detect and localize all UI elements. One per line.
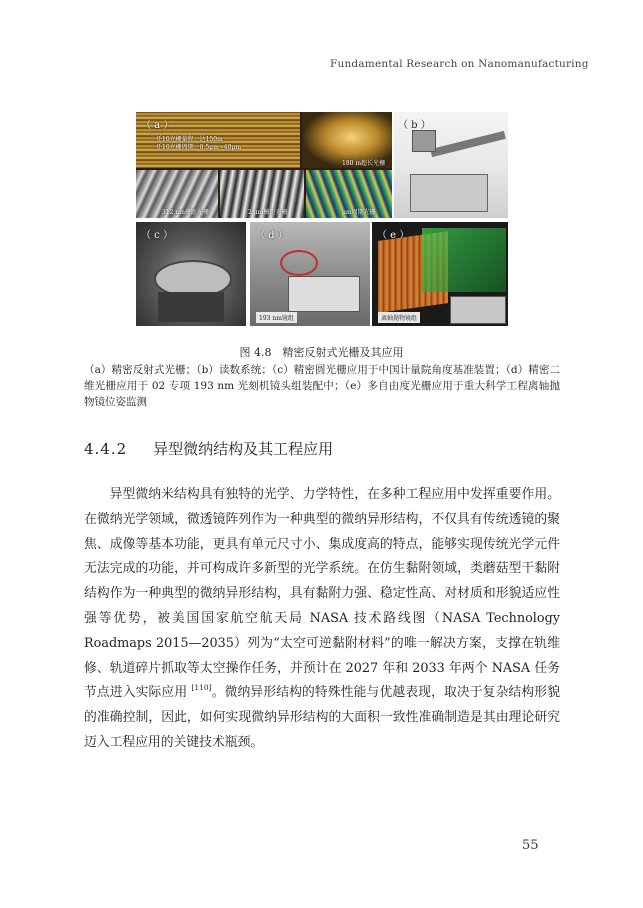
page-number: 55 — [522, 838, 539, 853]
panel-a-label: μm周期光栅 — [342, 209, 376, 216]
panel-a-note: 任10光栅周期：0.5μm~40μm — [156, 144, 242, 151]
green-volume — [422, 228, 506, 292]
section-title: 异型微纳结构及其工程应用 — [153, 440, 334, 458]
panel-d-label: 193 nm镜组 — [256, 312, 297, 323]
sensor-units — [450, 296, 506, 324]
read-head-sensor — [412, 130, 436, 152]
body-paragraph — [84, 483, 560, 756]
figure-4-8 — [0, 0, 643, 408]
body-text-part-1: 异型微纳米结构具有独特的光学、力学特性，在多种工程应用中发挥重要作用。在微纳光学领域，微透镜阵列作为一种典型的微纳异形结构，不仅具有传统透镜的聚焦、成像等基本功能，更具有单元尺寸小、集成度高的特点，能够实现传统光学元件无法完成的功能，并可构成许多新型的光学系统。在仿生黏附领域，类蘑菇型干黏附结构作为一种典型的微纳异形结构，具有黏附力强、稳定性高、对材质和形貌适应性强等优势，被美国国家航空航天局 NASA 技术路线图（NASA Technology Roadmaps 2015—2035）列为“太空可逆黏附材料”的唯一解决方案，支撑在轨维修、轨道碎片抓取等太空操作任务，并预计在 2027 年和 2033 年两个 NASA 任务节点进入实际应用 — [84, 487, 560, 701]
panel-d-tag: （ d ） — [255, 230, 288, 241]
panel-a-note: 任10光栅量程：达150m — [156, 136, 223, 143]
panel-e-tag: （ e ） — [377, 230, 410, 241]
panel-c-tag: （ c ） — [141, 230, 173, 241]
running-head: Fundamental Research on Nanomanufacturing — [330, 58, 589, 70]
figure-description: （a）精密反射式光栅；（b）读数系统；（c）精密圆光栅应用于中国计量院角度基准装置；（d）精密二维光栅应用于 02 专项 193 nm 光刻机镜头组装配中；（e）多自由度光栅应用于重大科学工程离轴抛物镜位姿监测 — [84, 364, 560, 408]
panel-a-tag: （ a ） — [141, 120, 174, 131]
read-head-rail — [430, 131, 506, 157]
rotary-base — [158, 292, 224, 322]
body-text-part-2: 。微纳异形结构的特殊性能与优越表现，取决于复杂结构形貌的准确控制，因此，如何实现微纳异形结构的大面积一致性准确制造是其由理论研究迈入工程应用的关键技术瓶颈。 — [84, 685, 561, 750]
section-number: 4.4.2 — [84, 440, 128, 458]
panel-c — [136, 222, 246, 326]
section-heading — [84, 438, 333, 459]
panel-b — [394, 112, 508, 218]
panel-d — [250, 222, 370, 326]
panel-b-tag: （ b ） — [398, 120, 431, 131]
lens-frame — [288, 276, 360, 312]
panel-a-label: 2 μm栅距光栅 — [248, 209, 288, 216]
panel-e — [372, 222, 508, 326]
panel-a-label: 312 nm栅距光栅 — [162, 209, 209, 216]
panel-a-label: 180 m超长光栅 — [342, 160, 386, 167]
panel-a — [136, 112, 392, 218]
lens-mount — [280, 250, 318, 276]
read-head-box — [410, 174, 488, 212]
citation-ref: [110] — [191, 683, 212, 693]
figure-title: 图 4.8 精密反射式光栅及其应用 — [239, 346, 404, 359]
panel-e-label: 离轴抛物镜组 — [378, 312, 420, 323]
